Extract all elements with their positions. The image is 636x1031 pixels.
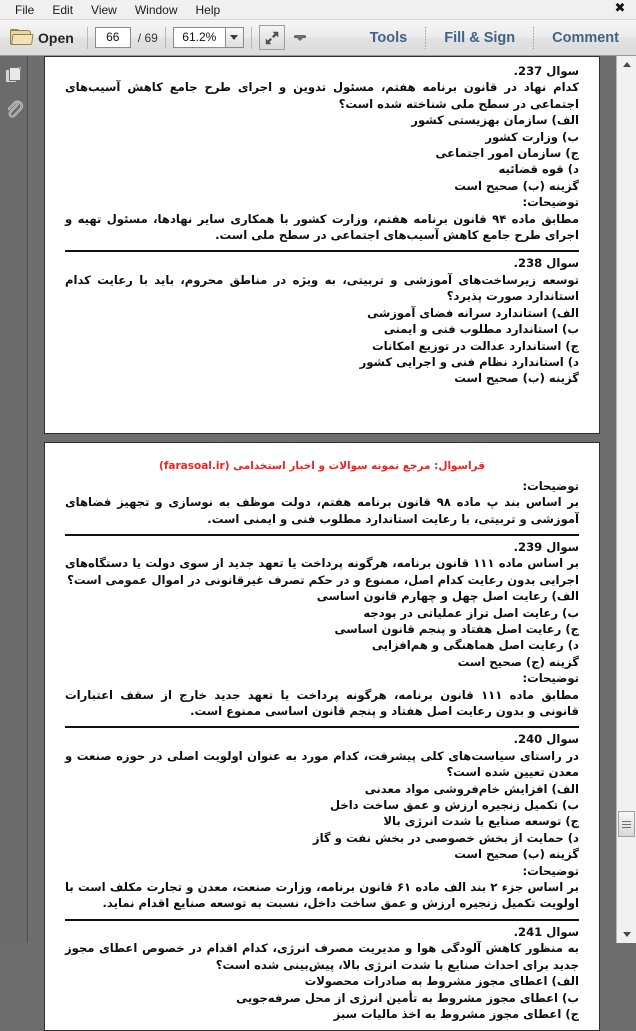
explanation-label: توضیحات: — [522, 195, 579, 210]
pdf-page-67 — [44, 442, 600, 1031]
toolbar-right-group — [361, 27, 628, 49]
question-number: سوال 240. — [513, 732, 579, 747]
question-text: توسعه زیرساخت‌های آموزشی و تربیتی، به ویژه در مناطق محروم، باید با رعایت کدام استاندارد صورت پذیرد؟ — [65, 272, 579, 304]
reader-body — [0, 56, 636, 1021]
option-d: د) استاندارد نظام فنی و اجرایی کشور — [359, 354, 579, 369]
option-c: ج) رعایت اصل هفتاد و پنجم قانون اساسی — [334, 621, 579, 636]
question-block-237 — [65, 63, 579, 243]
section-divider — [65, 250, 579, 252]
pdf-page-66 — [44, 56, 600, 434]
menu-item-window[interactable]: Window — [134, 2, 178, 17]
explanation-label: توضیحات: — [522, 478, 579, 493]
page-thumbnails-button[interactable] — [3, 65, 25, 87]
option-d: د) رعایت اصل هماهنگی و هم‌افزایی — [371, 638, 579, 653]
question-block-241 — [65, 924, 579, 1022]
option-b: ب) تکمیل زنجیره ارزش و عمق ساخت داخل — [329, 798, 579, 813]
explanation-label: توضیحات: — [522, 671, 579, 686]
question-number: سوال 239. — [513, 539, 579, 554]
option-a: الف) سازمان بهزیستی کشور — [411, 113, 579, 128]
option-a: الف) افزایش خام‌فروشی مواد معدنی — [364, 781, 579, 796]
toolbar-divider-5 — [533, 27, 534, 49]
section-divider — [65, 726, 579, 728]
chevron-down-icon — [230, 35, 238, 40]
section-divider — [65, 534, 579, 536]
attachments-button[interactable] — [3, 100, 25, 122]
question-text: به منظور کاهش آلودگی هوا و مدیریت مصرف انرژی، کدام اقدام در خصوص اعطای مجوز جدید برای احداث صنایع با شدت انرژی بالا، پیش‌بینی شده است؟ — [65, 941, 579, 972]
explanation-block-238 — [65, 478, 579, 527]
option-c: ج) توسعه صنایع با شدت انرژی بالا — [383, 814, 579, 829]
question-number: سوال 237. — [513, 64, 579, 78]
menu-item-view[interactable]: View — [91, 2, 117, 17]
explanation-text: مطابق ماده ۱۱۱ قانون برنامه، هرگونه پرداخت یا تعهد جدید خارج از سقف اعتبارات قانونی و بدون رعایت اصل هفتاد و پنجم قانون اساسی ممنوع است. — [65, 687, 579, 718]
scrollbar-grip-icon — [622, 821, 631, 828]
tools-button[interactable]: Tools — [369, 29, 408, 46]
vertical-scrollbar[interactable] — [616, 56, 636, 943]
site-watermark: قراسوال: مرجع نمونه سوالات و اخبار استخدامی (farasoal.ir) — [159, 459, 485, 472]
fill-and-sign-button[interactable]: Fill & Sign — [444, 29, 516, 46]
question-block-240 — [65, 731, 579, 911]
toolbar-divider-3 — [251, 27, 252, 49]
option-a: الف) استاندارد سرانه فضای آموزشی — [367, 305, 579, 320]
paperclip-attachments-icon — [5, 99, 23, 123]
answer-text: گزینه (ب) صحیح است — [454, 371, 579, 386]
scroll-up-button[interactable] — [618, 56, 636, 73]
main-toolbar — [0, 20, 636, 56]
menu-item-edit[interactable]: Edit — [52, 2, 74, 17]
scrollbar-thumb[interactable] — [618, 811, 635, 837]
toolbar-divider — [87, 27, 88, 49]
option-b: ب) استاندارد مطلوب فنی و ایمنی — [383, 322, 579, 337]
question-number: سوال 241. — [513, 924, 579, 939]
question-text: کدام نهاد در قانون برنامه هفتم، مسئول تدوین و اجرای طرح جامع کاهش آسیب‌های اجتماعی در سطح ملی شناخته شده است؟ — [65, 80, 579, 111]
navigation-rail — [0, 56, 28, 943]
question-block-238 — [65, 255, 579, 386]
open-button[interactable] — [8, 27, 80, 48]
answer-text: گزینه (ب) صحیح است — [454, 847, 579, 862]
page-number-input[interactable]: 66 — [95, 27, 131, 48]
explanation-text: مطابق ماده ۹۴ قانون برنامه هفتم، وزارت کشور با همکاری سایر نهادها، مسئول تهیه و اجرای طرح جامع کاهش آسیب‌های اجتماعی در سطح ملی است. — [65, 211, 579, 243]
scrollbar-track[interactable] — [617, 73, 636, 926]
close-icon[interactable]: ✖ — [614, 1, 626, 16]
folder-icon — [10, 29, 32, 46]
page-thumbnails-icon — [5, 67, 23, 85]
menu-item-help[interactable]: Help — [195, 2, 221, 17]
question-text: در راستای سیاست‌های کلی پیشرفت، کدام مورد به عنوان اولویت اصلی در حوزه صنعت و معدن تعیین شده است؟ — [65, 748, 579, 780]
menu-bar — [0, 0, 636, 20]
option-c: ج) اعطای مجوز مشروط به اخذ مالیات سبز — [333, 1006, 579, 1021]
option-b: ب) رعایت اصل تراز عملیاتی در بودجه — [363, 605, 579, 620]
option-a: الف) رعایت اصل چهل و چهارم قانون اساسی — [316, 589, 579, 604]
zoom-level-input[interactable]: 61.2% — [173, 27, 225, 48]
open-button-label: Open — [38, 29, 74, 46]
question-number: سوال 238. — [513, 256, 579, 271]
explanation-text: بر اساس بند پ ماده ۹۸ قانون برنامه هفتم، دولت موظف به نوسازی و تجهیز فضاهای آموزشی و تربیتی، با رعایت استاندارد مطلوب فنی و ایمنی است. — [65, 495, 579, 526]
explanation-label: توضیحات: — [522, 863, 579, 878]
document-viewport[interactable] — [28, 56, 616, 1021]
zoom-dropdown-button[interactable] — [225, 27, 244, 48]
answer-text: گزینه (ج) صحیح است — [457, 654, 579, 669]
fit-page-arrows-icon — [264, 30, 280, 46]
scroll-down-arrow-icon — [623, 932, 631, 937]
explanation-text: بر اساس جزء ۲ بند الف ماده ۶۱ قانون برنامه، وزارت صنعت، معدن و تجارت مکلف است با اولویت تکمیل زنجیره ارزش و عمق ساخت داخل، نسبت به توسعه صنایع اقدام نماید. — [65, 880, 579, 911]
page-content — [45, 443, 599, 1031]
option-c: ج) استاندارد عدالت در توزیع امکانات — [372, 338, 579, 353]
zoom-control[interactable] — [173, 27, 244, 48]
answer-text: گزینه (ب) صحیح است — [454, 178, 579, 193]
option-c: ج) سازمان امور اجتماعی — [435, 146, 579, 161]
menu-item-file[interactable]: File — [15, 2, 35, 17]
scroll-up-arrow-icon — [623, 62, 631, 67]
page-total-label: / 69 — [137, 30, 158, 45]
scroll-down-button[interactable] — [618, 926, 636, 943]
option-b: ب) اعطای مجوز مشروط به تأمین انرژی از محل صرفه‌جویی — [236, 990, 579, 1005]
comment-button[interactable]: Comment — [552, 29, 619, 46]
option-a: الف) اعطای مجوز مشروط به صادرات محصولات — [304, 974, 579, 989]
view-options-caret-icon[interactable] — [294, 35, 306, 41]
fit-page-button[interactable] — [259, 25, 285, 50]
section-divider — [65, 919, 579, 921]
page-content — [45, 57, 599, 433]
toolbar-divider-2 — [165, 27, 166, 49]
question-text: بر اساس ماده ۱۱۱ قانون برنامه، هرگونه پرداخت یا تعهد جدید از سوی دولت یا دستگاه‌های اجرایی بدون رعایت کدام اصل، ممنوع و در حکم تصرف غیرقانونی در اموال عمومی است؟ — [65, 556, 579, 587]
option-d: د) قوه قضائیه — [498, 162, 579, 177]
option-b: ب) وزارت کشور — [485, 129, 579, 144]
toolbar-divider-4 — [425, 27, 426, 49]
option-d: د) حمایت از بخش خصوصی در بخش نفت و گاز — [312, 830, 579, 845]
question-block-239 — [65, 539, 579, 719]
